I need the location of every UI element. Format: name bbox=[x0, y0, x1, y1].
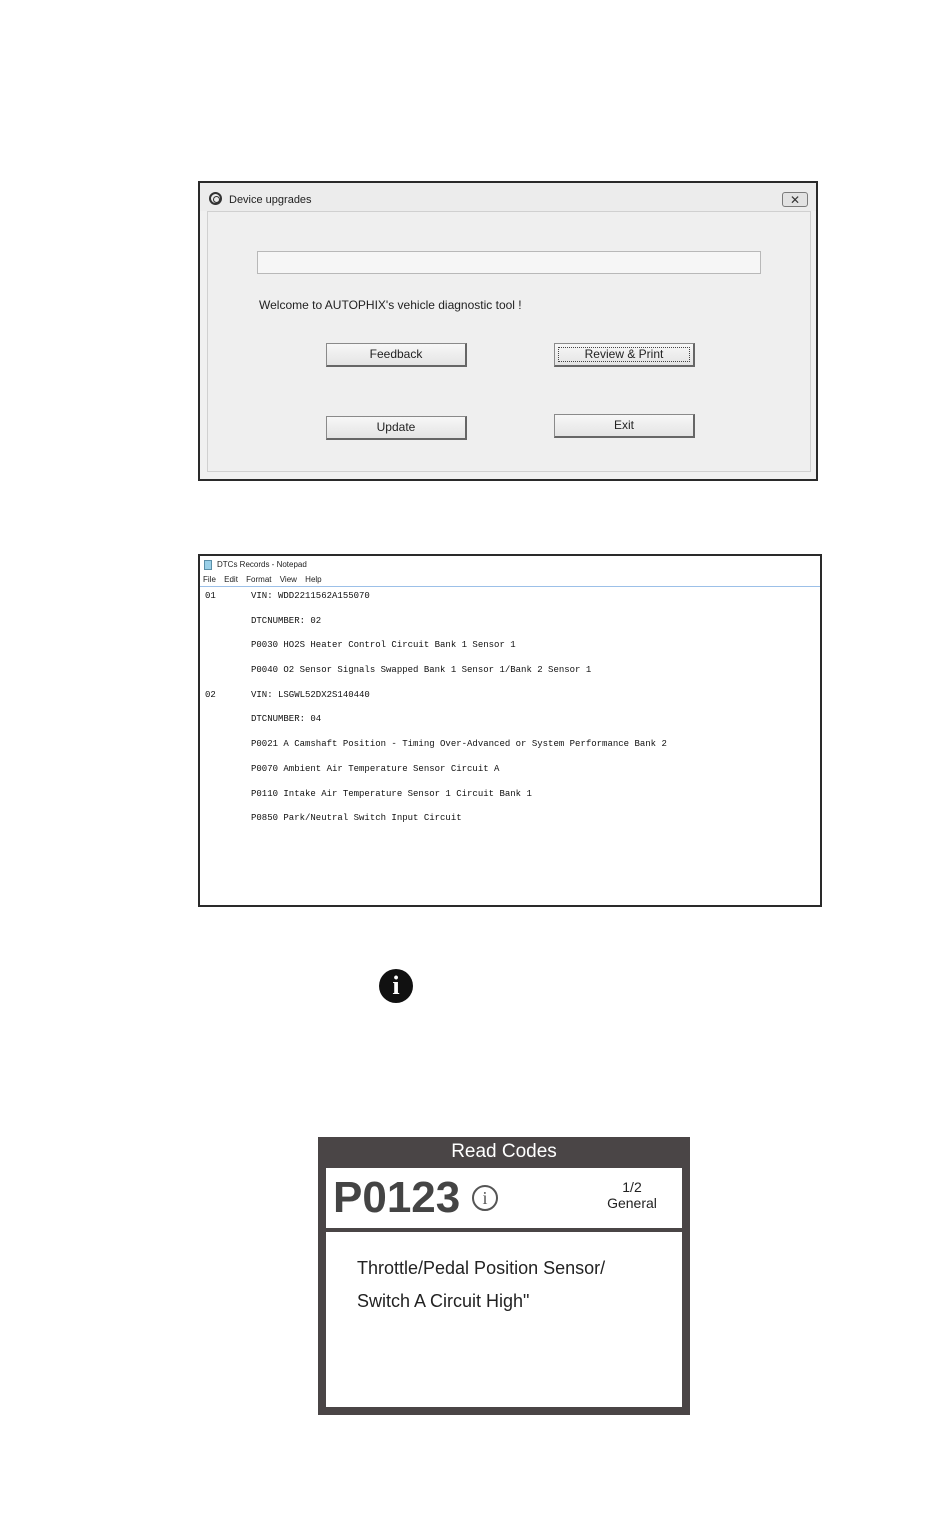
description-panel bbox=[326, 1232, 682, 1407]
code-page-indicator bbox=[592, 1179, 672, 1211]
info-icon[interactable]: i bbox=[472, 1185, 498, 1211]
record-text: P0070 Ambient Air Temperature Sensor Circuit A bbox=[251, 763, 500, 774]
record-text: P0021 A Camshaft Position - Timing Over-Advanced or System Performance Bank 2 bbox=[251, 739, 667, 750]
menu-format[interactable]: Format bbox=[246, 575, 272, 584]
record-text: P0110 Intake Air Temperature Sensor 1 Circuit Bank 1 bbox=[251, 788, 532, 799]
text-line bbox=[205, 689, 815, 714]
text-line bbox=[205, 639, 815, 664]
dtc-code: P0123 bbox=[333, 1173, 461, 1222]
dialog-body bbox=[207, 211, 811, 472]
dialog-title: Device upgrades bbox=[229, 194, 312, 206]
text-line bbox=[205, 812, 815, 837]
notepad-title: DTCs Records - Notepad bbox=[217, 560, 307, 569]
read-codes-screen bbox=[318, 1137, 690, 1415]
text-line bbox=[205, 615, 815, 640]
text-line bbox=[205, 788, 815, 813]
gear-icon bbox=[209, 192, 222, 205]
text-line bbox=[205, 713, 815, 738]
record-text: DTCNUMBER: 04 bbox=[251, 714, 322, 725]
info-icon: i bbox=[379, 969, 413, 1003]
dialog-titlebar[interactable] bbox=[200, 183, 816, 211]
notepad-menu-bar bbox=[203, 575, 328, 584]
description-line: Throttle/Pedal Position Sensor/ bbox=[357, 1258, 606, 1278]
notepad-icon bbox=[204, 560, 212, 570]
notepad-window bbox=[198, 554, 822, 907]
record-text: DTCNUMBER: 02 bbox=[251, 615, 322, 626]
text-line bbox=[205, 763, 815, 788]
menu-file[interactable]: File bbox=[203, 575, 216, 584]
code-panel bbox=[326, 1168, 682, 1228]
screen-header: Read Codes bbox=[451, 1141, 557, 1162]
review-print-button[interactable]: Review & Print bbox=[554, 343, 695, 367]
record-text: VIN: LSGWL52DX2S140440 bbox=[251, 689, 370, 700]
device-upgrades-dialog bbox=[198, 181, 818, 481]
text-line bbox=[205, 738, 815, 763]
menu-edit[interactable]: Edit bbox=[224, 575, 238, 584]
close-button[interactable]: ✕ bbox=[782, 192, 808, 207]
exit-button[interactable]: Exit bbox=[554, 414, 695, 438]
menu-help[interactable]: Help bbox=[305, 575, 322, 584]
upgrade-progress-bar bbox=[257, 251, 761, 274]
record-id: 01 bbox=[205, 591, 216, 601]
record-text: P0040 O2 Sensor Signals Swapped Bank 1 Sensor 1/Bank 2 Sensor 1 bbox=[251, 665, 592, 676]
code-category: General bbox=[607, 1195, 657, 1211]
page-count: 1/2 bbox=[622, 1179, 642, 1195]
record-text: P0850 Park/Neutral Switch Input Circuit bbox=[251, 813, 462, 824]
record-text: VIN: WDD2211562A155070 bbox=[251, 591, 370, 601]
menu-view[interactable]: View bbox=[279, 575, 297, 584]
menu-divider bbox=[200, 586, 820, 587]
update-button[interactable]: Update bbox=[326, 416, 467, 440]
notepad-text-area[interactable] bbox=[205, 590, 815, 837]
feedback-button[interactable]: Feedback bbox=[326, 343, 467, 367]
record-id: 02 bbox=[205, 689, 216, 700]
text-line bbox=[205, 590, 815, 615]
record-text: P0030 HO2S Heater Control Circuit Bank 1 Sensor 1 bbox=[251, 640, 516, 651]
text-line bbox=[205, 664, 815, 689]
welcome-message: Welcome to AUTOPHIX's vehicle diagnostic tool ! bbox=[259, 298, 522, 312]
description-line: Switch A Circuit High" bbox=[357, 1291, 530, 1311]
